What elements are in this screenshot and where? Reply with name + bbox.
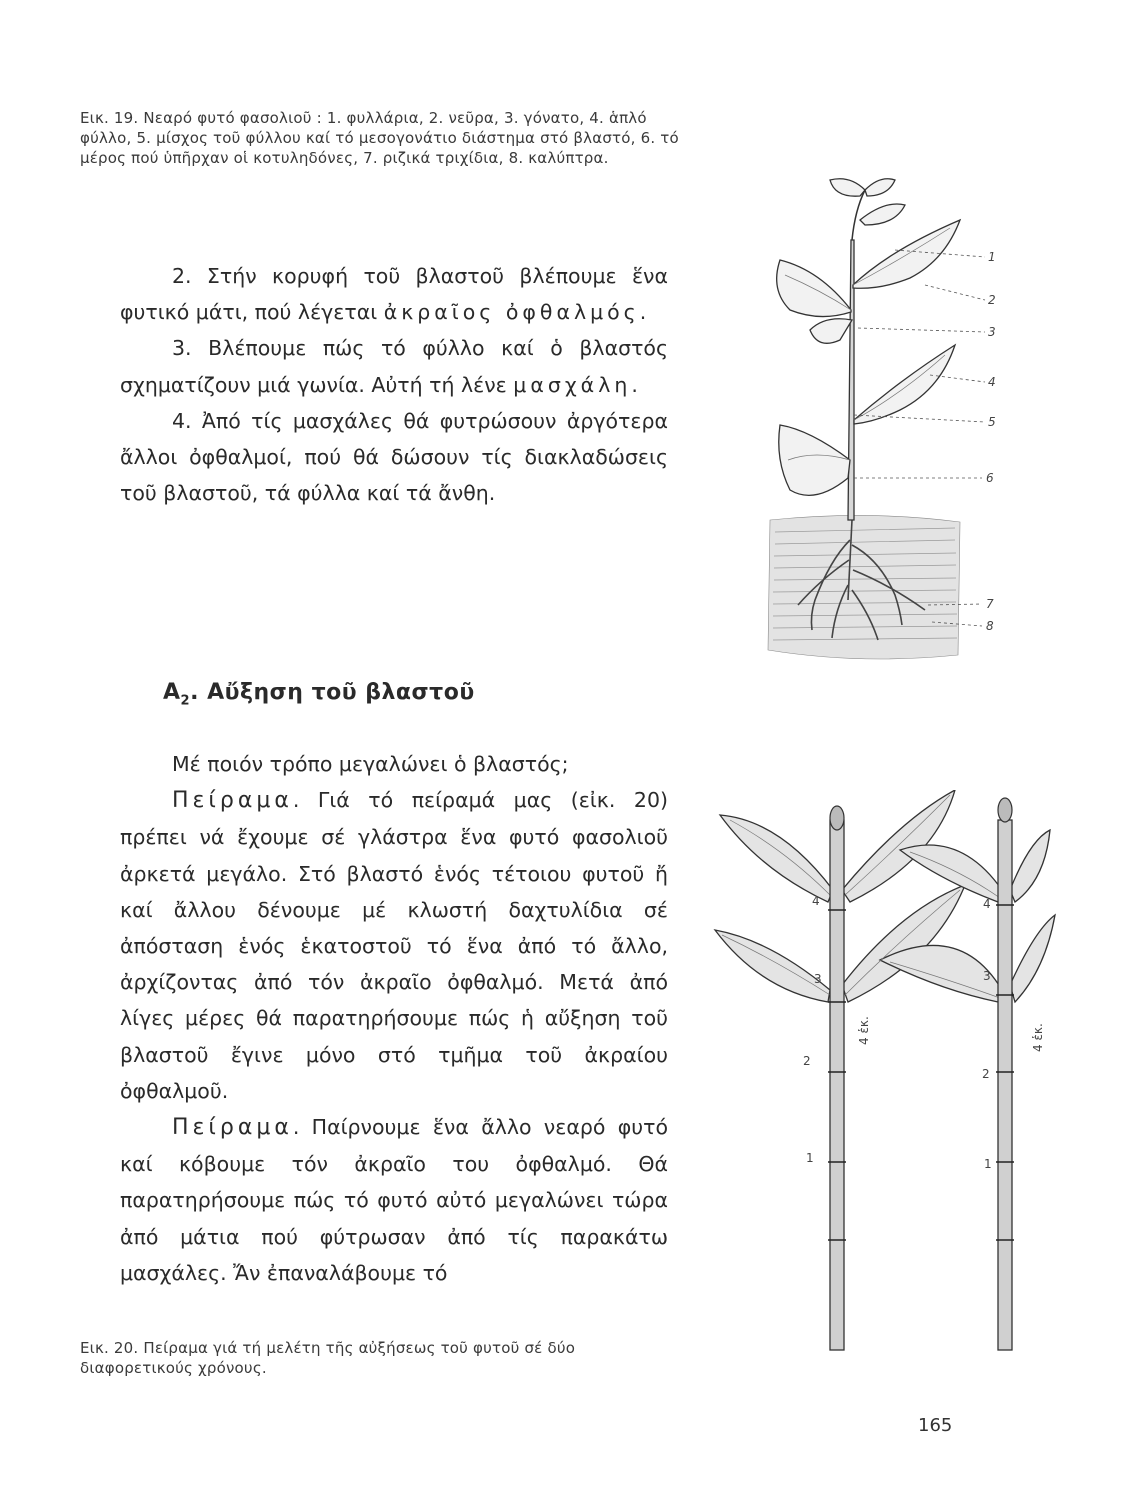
fig20-right-label-1: 1 bbox=[984, 1157, 992, 1171]
experiment-1-label: Πείραμα bbox=[172, 788, 293, 814]
text-block-top bbox=[120, 258, 668, 511]
text-block-bottom bbox=[120, 746, 668, 1291]
fig20-left-label-2: 2 bbox=[803, 1054, 811, 1068]
fig19-label-6: 6 bbox=[986, 471, 994, 485]
paragraph-2: 2. Στήν κορυφή τοῦ βλαστοῦ βλέπουμε ἕνα φυτικό μάτι, πού λέγεται ἀκραῖος ὀφθαλμός. bbox=[120, 264, 668, 325]
fig19-label-3: 3 bbox=[988, 325, 996, 339]
fig20-right-label-4: 4 bbox=[983, 897, 991, 911]
fig20-left-label-1: 1 bbox=[806, 1151, 814, 1165]
fig20-left-label-4: 4 bbox=[812, 894, 820, 908]
fig20-left-label-3: 3 bbox=[814, 972, 822, 986]
page-number: 165 bbox=[918, 1415, 953, 1436]
fig19-label-8: 8 bbox=[986, 619, 994, 633]
figure-19-bean-plant bbox=[720, 160, 1020, 680]
term-apical-bud: ἀκραῖος ὀφθαλμός bbox=[383, 300, 640, 325]
fig20-right-measure: 4 ἑκ. bbox=[1031, 1023, 1045, 1052]
section-heading: $A_2$. Αὔξηση τοῦ βλαστοῦ bbox=[163, 680, 475, 709]
experiment-1: Πείραμα. Γιά τό πείραμά μας (εἰκ. 20) πρέπει νά ἔχουμε σέ γλάστρα ἕνα φυτό φασολιοῦ ἀρκετά μεγάλο. Στό βλαστό ἑνός τέτοιου φυτοῦ ἤ καί ἄλλου δένουμε μέ κλωστή δαχτυλίδια σέ ἀπόσταση ἑνός ἑκατοστοῦ τό ἕνα ἀπό τό ἄλλο, ἀρχίζοντας ἀπό τόν ἀκραῖο ὀφθαλμό. Μετά ἀπό λίγες μέρες θά παρατηρήσουμε πώς ἡ αὔξηση τοῦ βλαστοῦ ἔγινε μόνο στό τμῆμα τοῦ ἀκραίου ὀφθαλμοῦ. bbox=[120, 788, 668, 1103]
fig19-label-7: 7 bbox=[986, 597, 994, 611]
experiment-2: Πείραμα. Παίρνουμε ἕνα ἄλλο νεαρό φυτό καί κόβουμε τόν ἀκραῖο του ὀφθαλμό. Θά παρατηρήσουμε πώς τό φυτό αὐτό μεγαλώνει τώρα ἀπό μάτια πού φύτρωσαν ἀπό τίς παρακάτω μασχάλες. Ἄν ἐπαναλάβουμε τό bbox=[120, 1115, 668, 1285]
paragraph-3: 3. Βλέπουμε πώς τό φύλλο καί ὁ βλαστός σχηματίζουν μιά γωνία. Αὐτή τή λένε μασχάλη. bbox=[120, 336, 668, 397]
paragraph-4: 4. Ἀπό τίς μασχάλες θά φυτρώσουν ἀργότερα ἄλλοι ὀφθαλμοί, πού θά δώσουν τίς διακλαδώσεις τοῦ βλαστοῦ, τά φύλλα καί τά ἄνθη. bbox=[120, 408, 668, 506]
fig19-label-2: 2 bbox=[988, 293, 996, 307]
fig19-label-4: 4 bbox=[988, 375, 996, 389]
figure-19-caption: Εικ. 19. Νεαρό φυτό φασολιοῦ : 1. φυλλάρια, 2. νεῦρα, 3. γόνατο, 4. ἁπλό φύλλο, 5. μίσχος τοῦ φύλλου καί τό μεσογονάτιο διάστημα στό βλαστό, 6. τό μέρος πού ὑπῆρχαν οἱ κοτυληδόνες, 7. ριζικά τριχίδια, 8. καλύπτρα. bbox=[80, 109, 679, 167]
term-axil: μασχάλη bbox=[513, 372, 632, 397]
fig19-label-5: 5 bbox=[988, 415, 996, 429]
figure-20-growth-experiment bbox=[700, 790, 1080, 1360]
fig20-left-measure: 4 ἑκ. bbox=[857, 1016, 871, 1045]
experiment-2-label: Πείραμα bbox=[172, 1115, 293, 1141]
question-line: Μέ ποιόν τρόπο μεγαλώνει ὁ βλαστός; bbox=[172, 752, 569, 776]
fig19-label-1: 1 bbox=[988, 250, 996, 264]
fig20-right-label-2: 2 bbox=[982, 1067, 990, 1081]
figure-20-caption: Εικ. 20. Πείραμα γιά τή μελέτη τῆς αὐξήσεως τοῦ φυτοῦ σέ δύο διαφορετικούς χρόνους. bbox=[80, 1339, 576, 1377]
fig20-right-label-3: 3 bbox=[983, 969, 991, 983]
